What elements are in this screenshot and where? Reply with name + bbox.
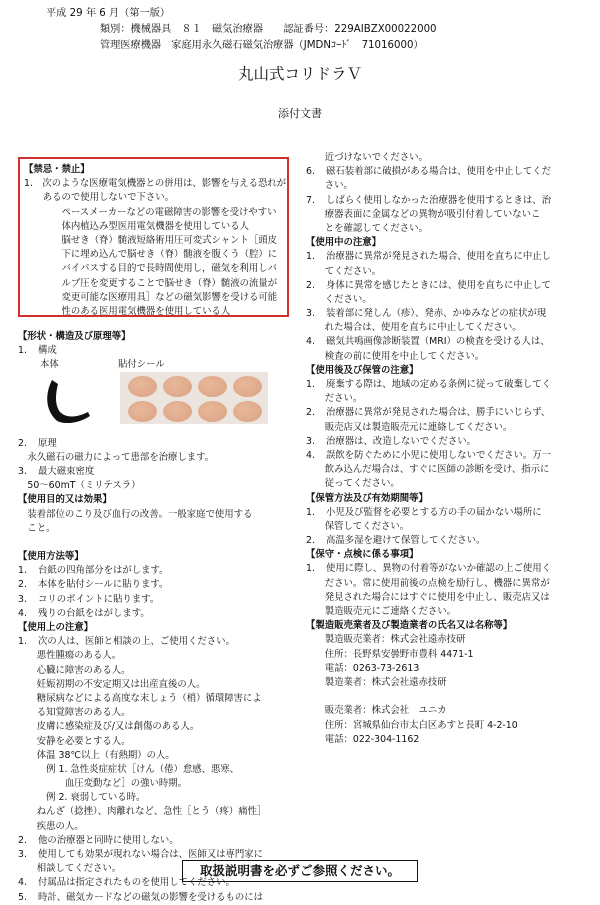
item-number: 2. xyxy=(306,535,315,547)
item-number: 1. xyxy=(306,563,315,575)
item-text: 使用に際し、異物の付着等がないか確認の上ご使用く xyxy=(326,563,552,575)
item-text: 次の人は、医師と相談の上、ご使用ください。 xyxy=(38,636,235,648)
text-line: 販売業者：株式会社 ユニカ xyxy=(306,705,447,717)
text-line: 皮膚に感染症及び/又は創傷のある人。 xyxy=(18,721,200,733)
numbered-item xyxy=(306,307,594,321)
edition-date: 平成 29 年 6 月（第一版） xyxy=(46,8,171,19)
contraindication-line: バイパスする目的で長時間使用し，磁気を利用しバ xyxy=(24,263,277,275)
text-line: 近づけないでください。 xyxy=(306,152,428,163)
document-subtitle: 添付文書 xyxy=(278,107,322,120)
numbered-item xyxy=(306,506,594,520)
contraindication-line: ペースメーカーなどの電磁障害の影響を受けやすい xyxy=(24,206,277,218)
numbered-item xyxy=(306,165,594,179)
section-heading: 【使用方法等】 xyxy=(18,551,84,563)
contraindication-line: 体内植込み型医用電気機器を使用している人 xyxy=(24,220,250,232)
item-text: 廃棄する際は、地域の定める条例に従って破棄してく xyxy=(326,379,552,390)
admin-line: 管理医療機器 家庭用永久磁石磁気治療器（JMDNｺｰﾄﾞ 71016000） xyxy=(100,40,424,51)
contraindication-heading: 【禁忌・禁止】 xyxy=(24,164,90,175)
item-text: 本体を貼付シールに貼ります。 xyxy=(38,579,169,591)
contraindication-line: ルブ圧を変更することで脳せき（脊）髄液の流量が xyxy=(24,277,278,289)
contraindication-lines xyxy=(24,177,288,319)
section-heading: 【製造販売業者及び製造業者の氏名又は名称等】 xyxy=(306,620,513,632)
text-line: 例 1. 急性炎症症状［けん（倦）怠感、悪寒、 xyxy=(18,763,240,775)
numbered-item xyxy=(18,578,290,592)
item-text: 付属品は指定されたものを使用してください。 xyxy=(38,877,235,889)
text-line: こと。 xyxy=(18,522,56,534)
text-line: 飲み込んだ場合は、すぐに医師の診断を受け、指示に xyxy=(306,464,550,476)
item-text: 原理 xyxy=(38,437,57,449)
text-line: 例 2. 衰弱している時。 xyxy=(18,792,146,804)
text-line: れた場合は、使用を直ちに中止してください。 xyxy=(306,322,522,334)
item-text: コリのポイントに貼ります。 xyxy=(38,593,160,605)
item-text: 他の治療器と同時に使用しない。 xyxy=(38,834,179,846)
contraindication-line: 1. 次のような医療電気機器との併用は、影響を与える恐れが xyxy=(24,178,287,190)
item-number: 6. xyxy=(306,166,315,178)
numbered-item xyxy=(18,891,290,905)
numbered-item xyxy=(18,593,290,607)
text-line: る知覚障害のある人。 xyxy=(18,707,131,719)
numbered-item xyxy=(18,834,290,848)
text-line: 療器表面に金属などの異物が吸引付着していないこ xyxy=(306,208,541,220)
item-text: 高温多湿を避けて保管してください。 xyxy=(326,535,486,547)
item-text: 残りの台紙をはがします。 xyxy=(38,607,150,619)
numbered-item xyxy=(306,562,594,576)
blank-line xyxy=(18,536,290,550)
item-text: 磁石装着部に破損がある場合は、使用を中止してくだ xyxy=(326,166,552,178)
text-line: 永久磁石の磁力によって患部を治療します。 xyxy=(18,451,215,463)
item-number: 4. xyxy=(18,607,27,619)
text-line: とを確認してください。 xyxy=(306,222,428,234)
section-heading: 【使用目的又は効果】 xyxy=(18,494,112,506)
text-line: てください。 xyxy=(306,265,382,277)
item-text: 装着部に発しん（疹）、発赤、かゆみなどの症状が現 xyxy=(326,308,547,320)
text-line: 疾患の人。 xyxy=(18,820,84,832)
section-heading: 【使用中の注意】 xyxy=(306,237,382,249)
sheet-label: 貼付シール xyxy=(118,359,165,371)
item-text: 治療器は、改造しないでください。 xyxy=(326,435,477,447)
contraindication-line: 脳せき（脊）髄液短絡術用圧可変式シャント［頭皮 xyxy=(24,234,277,246)
item-text: 最大磁束密度 xyxy=(38,465,95,477)
item-text: 小児及び監督を必要とする方の手の届かない場所に xyxy=(326,506,542,518)
text-line: 販売店又は製造販売元に連絡してください。 xyxy=(306,421,513,433)
numbered-item xyxy=(18,564,290,578)
item-text: 身体に異常を感じたときには、使用を直ちに中止して xyxy=(326,279,552,291)
item-text: 磁気共鳴画像診断装置（MRI）の検査を受ける人は、 xyxy=(326,336,550,348)
item-number: 1. xyxy=(306,506,315,518)
item-text: 使用しても効果が現れない場合は、医師又は専門家に xyxy=(38,849,264,860)
contraindication-line: 性のある医用電気機器を使用している人 xyxy=(24,305,231,317)
item-text: 構成 xyxy=(38,345,57,357)
item-number: 1. xyxy=(18,565,27,577)
item-text: 誤飲を防ぐために小児に使用しないでください。万一 xyxy=(326,449,552,461)
numbered-item xyxy=(306,279,594,293)
item-text: 時計、磁気カードなどの磁気の影響を受けるものには xyxy=(38,891,264,903)
contraindication-text xyxy=(24,163,288,319)
category-line: 類別：機械器具 ８１ 磁気治療器 認証番号：229AIBZX00022000 xyxy=(100,24,437,35)
figure-labels xyxy=(18,358,290,372)
text-line: 装着部位のこり及び血行の改善。一般家庭で使用する xyxy=(18,508,253,520)
numbered-item xyxy=(306,435,594,449)
item-text: 治療器に異常が発見された場合は、勝手にいじらず、 xyxy=(326,407,551,419)
item-number: 2. xyxy=(306,279,315,291)
text-line: 従ってください。 xyxy=(306,478,400,490)
item-number: 1. xyxy=(306,379,315,390)
manual-reference-notice: 取扱説明書を必ずご参照ください。 xyxy=(182,860,418,882)
text-line: 安静を必要とする人。 xyxy=(18,735,131,747)
item-number: 2. xyxy=(306,407,315,419)
item-number: 3. xyxy=(306,435,315,447)
numbered-item xyxy=(306,534,594,548)
text-line: 悪性腫瘍のある人。 xyxy=(18,650,122,662)
item-number: 3. xyxy=(306,308,315,320)
numbered-item xyxy=(306,335,594,349)
text-line: ださい。常に使用前後の点検を励行し、機器に異常が xyxy=(306,577,550,589)
text-line: さい。 xyxy=(306,180,353,192)
item-text: しばらく使用しなかった治療器を使用するときは、治 xyxy=(326,194,552,206)
text-line: ねんざ（捻挫）、肉離れなど、急性［とう（疼）痛性］ xyxy=(18,806,267,818)
item-number: 5. xyxy=(18,891,27,903)
item-number: 3. xyxy=(18,849,27,860)
figure-spacer xyxy=(18,373,290,437)
text-line: 保管してください。 xyxy=(306,520,410,532)
text-line: 糖尿病などによる高度な末しょう（梢）循環障害によ xyxy=(18,692,262,704)
product-title: 丸山式コリドラＶ xyxy=(237,65,362,83)
numbered-item xyxy=(306,406,594,420)
blank-line xyxy=(306,690,594,704)
item-number: 2. xyxy=(18,834,27,846)
text-line: 心臓に障害のある人。 xyxy=(18,664,131,676)
text-line: ださい。 xyxy=(306,393,363,405)
item-number: 7. xyxy=(306,194,315,206)
numbered-item xyxy=(18,344,290,358)
text-line: 製造業者：株式会社遠赤技研 xyxy=(306,676,447,688)
numbered-item xyxy=(306,194,594,208)
section-heading: 【使用上の注意】 xyxy=(18,622,94,633)
right-column xyxy=(306,151,594,747)
item-number: 2. xyxy=(18,437,27,449)
text-line: 発見された場合にはすぐに使用を中止し、販売店又は xyxy=(306,591,550,603)
text-line: 電話：0263-73-2613 xyxy=(306,662,420,674)
text-line: 電話：022-304-1162 xyxy=(306,733,420,745)
text-line: 相談してください。 xyxy=(18,863,122,875)
item-number: 4. xyxy=(18,877,27,889)
text-line: 体温 38℃以上（有熱期）の人。 xyxy=(18,749,175,761)
item-number: 3. xyxy=(18,593,27,605)
text-line: 製造販売元にご連絡ください。 xyxy=(306,606,457,617)
body-label: 本体 xyxy=(40,359,59,371)
left-column xyxy=(18,330,290,905)
item-number: 1. xyxy=(18,345,27,357)
text-line: ください。 xyxy=(306,293,372,305)
contraindication-line: 変更可能な医療用具］などの磁気影響を受ける可能 xyxy=(24,291,278,303)
item-number: 4. xyxy=(306,336,315,348)
text-line: 妊娠初期の不安定期又は出産直後の人。 xyxy=(18,678,206,690)
text-line: 製造販売業者：株式会社遠赤技研 xyxy=(306,634,466,646)
text-line: 住所：宮城県仙台市太白区あすと長町 4-2-10 xyxy=(306,719,518,731)
section-heading: 【形状・構造及び原理等】 xyxy=(18,331,131,342)
text-line: 50〜60mT（ミリテスラ） xyxy=(18,480,141,492)
item-number: 2. xyxy=(18,579,27,591)
contraindication-line: あるので使用しないで下さい。 xyxy=(24,192,175,204)
section-heading: 【保管方法及び有効期間等】 xyxy=(306,492,428,504)
section-heading: 【保守・点検に係る事項】 xyxy=(306,549,419,561)
numbered-item xyxy=(18,465,290,479)
numbered-item xyxy=(306,250,594,264)
text-line: 血圧変動など］の強い時期。 xyxy=(18,778,187,790)
contraindication-line: 下に埋め込んで脳せき（脊）髄液を腹くう（腔）に xyxy=(24,249,278,261)
item-number: 1. xyxy=(18,636,27,648)
numbered-item xyxy=(306,378,594,392)
item-text: 台紙の四角部分をはがします。 xyxy=(38,565,169,577)
item-number: 1. xyxy=(306,251,315,263)
item-text: 治療器に異常が発見された場合、使用を直ちに中止し xyxy=(326,251,552,263)
section-heading: 【使用後及び保管の注意】 xyxy=(306,364,419,376)
text-line: 検査の前に使用を中止してください。 xyxy=(306,350,485,362)
numbered-item xyxy=(18,607,290,621)
numbered-item xyxy=(306,449,594,463)
text-line: 住所：長野県安曇野市豊科 4471-1 xyxy=(306,648,474,660)
item-number: 4. xyxy=(306,449,315,461)
numbered-item xyxy=(18,437,290,451)
item-number: 3. xyxy=(18,465,27,477)
numbered-item xyxy=(18,635,290,649)
